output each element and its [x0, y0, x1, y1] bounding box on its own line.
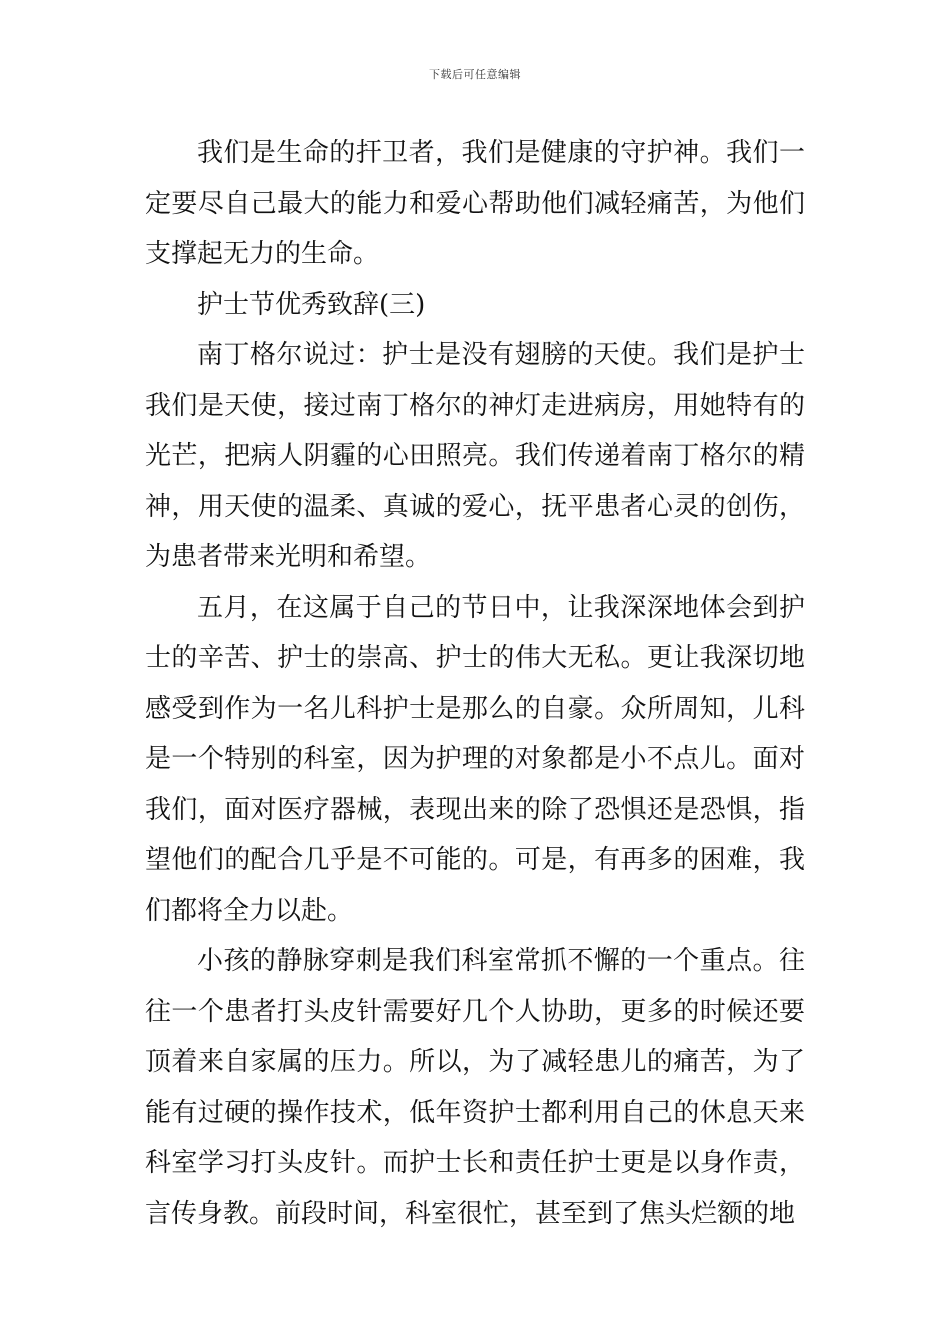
paragraph-guardians: 我们是生命的扞卫者，我们是健康的守护神。我们一定要尽自己最大的能力和爱心帮助他们减轻痛苦，为他们支撑起无力的生命。	[145, 138, 805, 269]
paragraph-venipuncture: 小孩的静脉穿刺是我们科室常抓不懈的一个重点。往往一个患者打头皮针需要好几个人协助，更多的时候还要顶着来自家属的压力。所以，为了减轻患儿的痛苦，为了能有过硬的操作技术，低年资护士都利用自己的休息天来科室学习打头皮针。而护士长和责任护士更是以身作责，言传身教。前段时间，科室很忙，甚至到了焦头烂额的地	[145, 946, 805, 1229]
section-heading: 护士节优秀致辞(三)	[197, 289, 426, 320]
document-body	[145, 128, 805, 1239]
paragraph-may: 五月，在这属于自己的节日中，让我深深地体会到护士的辛苦、护士的崇高、护士的伟大无私。更让我深切地感受到作为一名儿科护士是那么的自豪。众所周知，儿科是一个特别的科室，因为护理的对象都是小不点儿。面对我们，面对医疗器械，表现出来的除了恐惧还是恐惧，指望他们的配合几乎是不可能的。可是，有再多的困难，我们都将全力以赴。	[145, 592, 805, 926]
page-header: 下载后可任意编辑	[429, 68, 521, 81]
paragraph-nightingale: 南丁格尔说过：护士是没有翅膀的天使。我们是护士我们是天使，接过南丁格尔的神灯走进病房，用她特有的光芒，把病人阴霾的心田照亮。我们传递着南丁格尔的精神，用天使的温柔、真诚的爱心，抚平患者心灵的创伤，为患者带来光明和希望。	[145, 340, 805, 572]
